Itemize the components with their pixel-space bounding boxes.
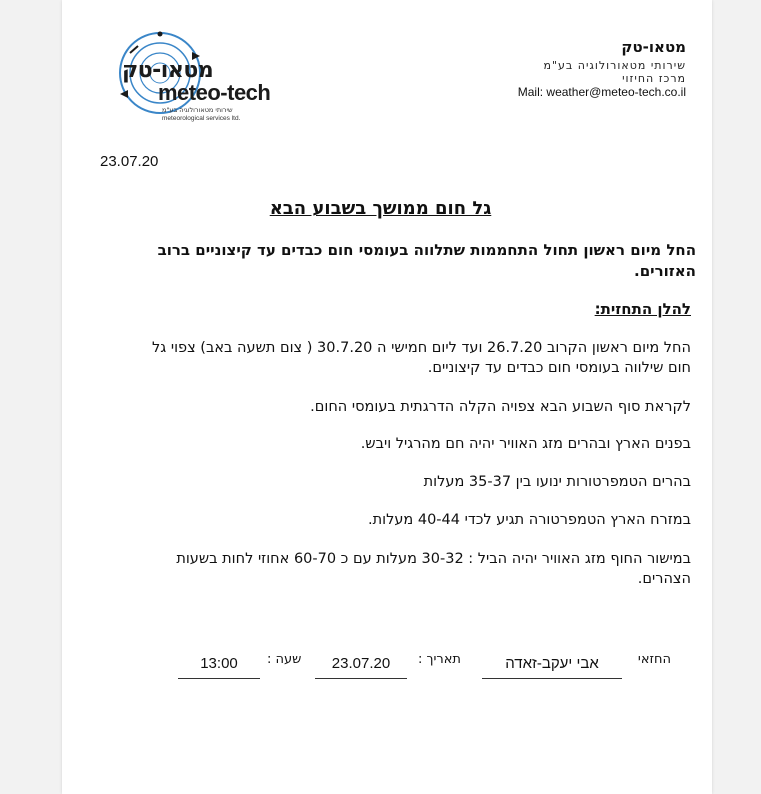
- forecast-paragraph: החל מיום ראשון הקרוב 26.7.20 ועד ליום חמישי ה 30.7.20 ( צום תשעה באב) צפוי גל חום שילווה בעומסי חום כבדים עד קיצוניים.: [152, 340, 691, 376]
- document-title: גל חום ממושך בשבוע הבא: [269, 198, 492, 219]
- logo-subtitle-hebrew: שירותי מטאורולוגיה בע"מ: [162, 106, 233, 114]
- company-description: שירותי מטאורולוגיה בע"מ: [543, 59, 686, 72]
- forecaster-line: [482, 678, 622, 679]
- sign-date-value: 23.07.20: [331, 655, 391, 672]
- company-name: מטאו-טק: [621, 38, 686, 56]
- forecast-paragraph: לקראת סוף השבוע הבא צפויה הקלה הדרגתית בעומסי החום.: [310, 399, 691, 415]
- logo-subtitle-english: meteorological services ltd.: [162, 115, 241, 122]
- forecast-paragraph: בהרים הטמפרטורות ינועו בין 35-37 מעלות: [423, 474, 691, 490]
- document-date: 23.07.20: [100, 153, 159, 170]
- company-email[interactable]: Mail: weather@meteo-tech.co.il: [517, 85, 686, 99]
- sign-time-value: 13:00: [200, 655, 238, 672]
- company-logo: [108, 28, 298, 126]
- time-line: [178, 678, 260, 679]
- forecast-paragraph: במזרח הארץ הטמפרטורה תגיע לכדי 40-44 מעלות.: [367, 512, 691, 528]
- date-line: [315, 678, 407, 679]
- forecaster-label: החזאי: [637, 652, 671, 667]
- date-label: תאריך :: [418, 652, 461, 667]
- forecast-heading: להלן התחזית:: [594, 300, 691, 318]
- logo-english-text: meteo-tech: [158, 80, 271, 105]
- forecaster-name: אבי יעקב-זאדה: [505, 655, 599, 672]
- time-label: שעה :: [267, 652, 302, 667]
- company-department: מרכז החיזוי: [622, 72, 686, 85]
- forecast-paragraph: בפנים הארץ ובהרים מזג האוויר יהיה חם מהרגיל ויבש.: [360, 436, 691, 452]
- forecast-paragraph: במישור החוף מזג האוויר יהיה הביל : 30-32 מעלות עם כ 60-70 אחוזי לחות בשעות הצהרים.: [176, 551, 691, 587]
- lead-paragraph: החל מיום ראשון תחול התחממות שתלווה בעומסי חום כבדים עד קיצוניים ברוב האזורים.: [157, 241, 696, 280]
- logo-hebrew-text: מטאו-טק: [122, 58, 214, 83]
